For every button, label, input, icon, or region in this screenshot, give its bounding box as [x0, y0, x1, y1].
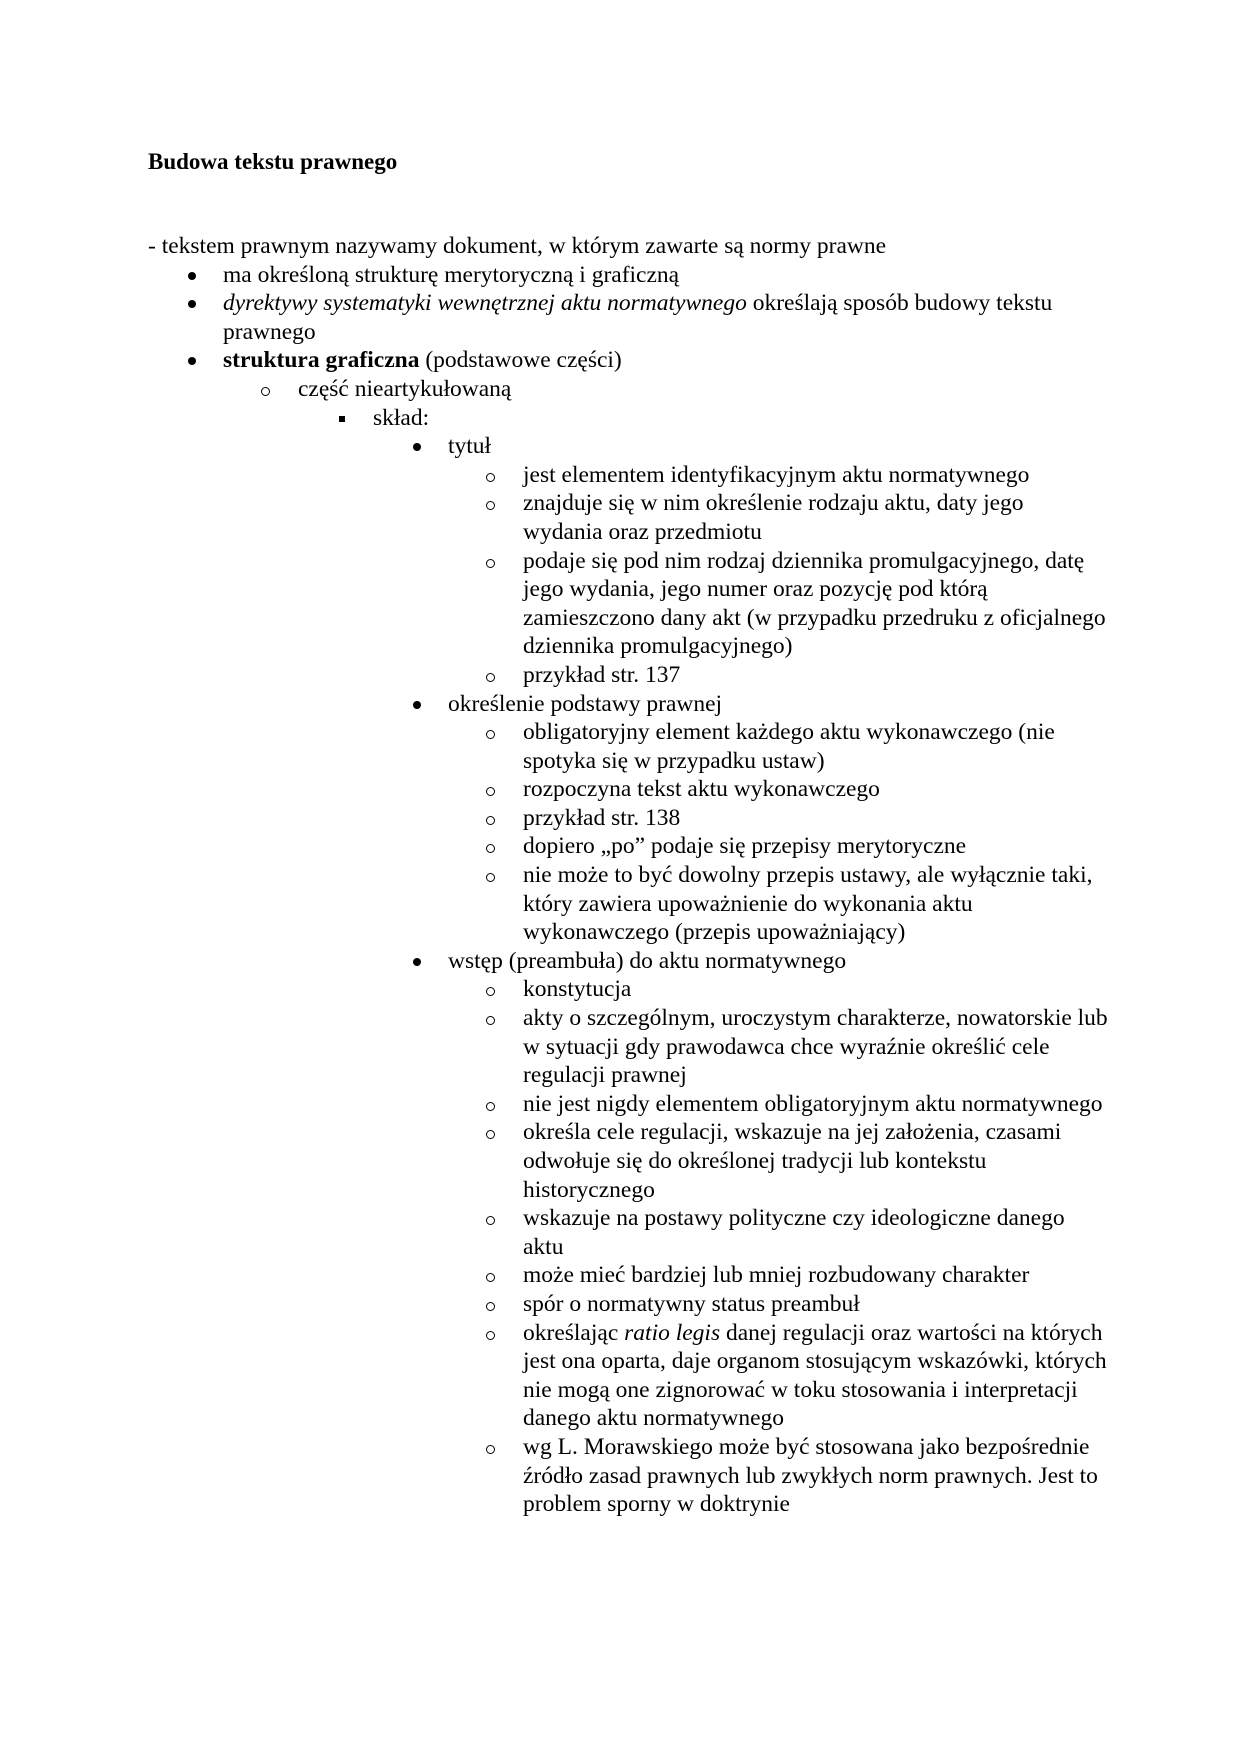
- list-item: [448, 1290, 1108, 1319]
- bullet-circle-icon: [486, 1302, 495, 1311]
- list-item-text: przykład str. 137: [523, 661, 681, 688]
- bullet-list-level-4: [373, 432, 1108, 1519]
- bullet-circle-icon: [486, 987, 495, 996]
- list-item-text: jest elementem identyfikacyjnym aktu normatywnego: [523, 461, 1030, 488]
- list-item: [448, 718, 1108, 775]
- list-item-text: obligatoryjny element każdego aktu wykonawczego (nie spotyka się w przypadku ustaw): [523, 719, 1055, 774]
- bullet-square-icon: [339, 416, 345, 422]
- list-item-text: określa cele regulacji, wskazuje na jej założenia, czasami odwołuje się do określonej tradycji lub kontekstu historycznego: [523, 1119, 1062, 1203]
- bullet-circle-icon: [486, 673, 495, 682]
- list-item-bold-text: struktura graficzna: [223, 347, 420, 374]
- document-body: [148, 232, 1108, 1519]
- bullet-disc-icon: [188, 272, 196, 280]
- bullet-list-level-5: [448, 718, 1108, 947]
- list-item: [448, 775, 1108, 804]
- bullet-circle-icon: [486, 473, 495, 482]
- list-item-text: wskazuje na postawy polityczne czy ideologiczne danego aktu: [523, 1205, 1065, 1260]
- bullet-circle-icon: [486, 873, 495, 882]
- list-item: [448, 1319, 1108, 1433]
- bullet-circle-icon: [486, 787, 495, 796]
- list-item-text: rozpoczyna tekst aktu wykonawczego: [523, 776, 880, 803]
- list-item-text: może mieć bardziej lub mniej rozbudowany charakter: [523, 1262, 1030, 1289]
- list-item-text: określają sposób budowy tekstu prawnego: [223, 290, 1053, 345]
- list-item-tytul: [373, 432, 1108, 689]
- list-item: [448, 1004, 1108, 1090]
- list-item-text: określając: [523, 1319, 625, 1346]
- list-item-text: konstytucja: [523, 976, 632, 1003]
- list-item-text: dopiero „po” podaje się przepisy merytoryczne: [523, 833, 967, 860]
- list-item-text: znajduje się w nim określenie rodzaju aktu, daty jego wydania oraz przedmiotu: [523, 490, 1024, 545]
- list-item-text: określenie podstawy prawnej: [448, 690, 723, 717]
- bullet-circle-icon: [486, 844, 495, 853]
- list-item: [448, 1433, 1108, 1519]
- bullet-circle-icon: [486, 1102, 495, 1111]
- list-item-text: skład:: [373, 404, 430, 431]
- list-item-italic-text: dyrektywy systematyki wewnętrznej aktu normatywnego: [223, 290, 747, 317]
- list-item: [223, 375, 1108, 1519]
- list-item: [448, 832, 1108, 861]
- bullet-list-level-2: [223, 375, 1108, 1519]
- bullet-circle-icon: [486, 1273, 495, 1282]
- list-item-text: wstęp (preambuła) do aktu normatywnego: [448, 947, 847, 974]
- list-item: [148, 289, 1108, 346]
- intro-line: - tekstem prawnym nazywamy dokument, w którym zawarte są normy prawne: [148, 233, 887, 259]
- list-item-text: spór o normatywny status preambuł: [523, 1290, 860, 1317]
- list-item-text: wg L. Morawskiego może być stosowana jako bezpośrednie źródło zasad prawnych lub zwykłych norm prawnych. Jest to problem sporny w doktrynie: [523, 1433, 1098, 1518]
- list-item: [448, 461, 1108, 490]
- bullet-disc-icon: [413, 958, 421, 966]
- list-item-text: nie jest nigdy elementem obligatoryjnym aktu normatywnego: [523, 1090, 1103, 1117]
- list-item-podstawa: [373, 690, 1108, 947]
- list-item-text: tytuł: [448, 433, 492, 460]
- bullet-circle-icon: [486, 1331, 495, 1340]
- list-item: [448, 1118, 1108, 1204]
- bullet-disc-icon: [188, 300, 196, 308]
- list-item: [448, 975, 1108, 1004]
- list-item-wstep: [373, 947, 1108, 1519]
- list-item-italic-text: ratio legis: [624, 1319, 721, 1346]
- bullet-disc-icon: [413, 443, 421, 451]
- bullet-list-level-5: [448, 461, 1108, 690]
- list-item: [448, 1090, 1108, 1119]
- list-item: [448, 547, 1108, 661]
- bullet-circle-icon: [486, 816, 495, 825]
- bullet-circle-icon: [486, 501, 495, 510]
- bullet-list-level-3: [298, 404, 1108, 1519]
- list-item: [148, 261, 1108, 290]
- list-item: [448, 661, 1108, 690]
- list-item: [448, 1204, 1108, 1261]
- list-item-text: akty o szczególnym, uroczystym charakterze, nowatorskie lub w sytuacji gdy prawodawca chce wyraźnie określić cele regulacji prawnej: [523, 1005, 1108, 1089]
- list-item: [298, 404, 1108, 1519]
- list-item: [448, 1261, 1108, 1290]
- bullet-circle-icon: [486, 1016, 495, 1025]
- bullet-circle-icon: [486, 1130, 495, 1139]
- list-item: [148, 346, 1108, 1518]
- bullet-circle-icon: [486, 1216, 495, 1225]
- bullet-list-level-1: [148, 261, 1108, 1519]
- list-item-text: (podstawowe części): [419, 347, 622, 374]
- page-title: Budowa tekstu prawnego: [148, 149, 398, 174]
- list-item: [448, 489, 1108, 546]
- list-item-text: podaje się pod nim rodzaj dziennika promulgacyjnego, datę jego wydania, jego numer oraz pozycję pod którą zamieszczono dany akt (w przypadku przedruku z oficjalnego dziennika promulgacyjnego): [523, 547, 1106, 660]
- list-item-text: danej regulacji oraz wartości na których jest ona oparta, daje organom stosującym wskazówki, których nie mogą one zignorować w toku stosowania i interpretacji danego aktu normatywnego: [523, 1319, 1107, 1432]
- bullet-circle-icon: [261, 387, 270, 396]
- list-item-text: ma określoną strukturę merytoryczną i graficzną: [223, 261, 680, 288]
- list-item: [448, 861, 1108, 947]
- bullet-circle-icon: [486, 559, 495, 568]
- bullet-list-level-5: [448, 975, 1108, 1518]
- bullet-disc-icon: [413, 701, 421, 709]
- list-item-text: nie może to być dowolny przepis ustawy, ale wyłącznie taki, który zawiera upoważnienie do wykonania aktu wykonawczego (przepis upoważniający): [523, 862, 1093, 946]
- bullet-disc-icon: [188, 357, 196, 365]
- bullet-circle-icon: [486, 1445, 495, 1454]
- bullet-circle-icon: [486, 730, 495, 739]
- list-item: [448, 804, 1108, 833]
- list-item-text: przykład str. 138: [523, 804, 681, 831]
- list-item-text: część nieartykułowaną: [298, 375, 512, 402]
